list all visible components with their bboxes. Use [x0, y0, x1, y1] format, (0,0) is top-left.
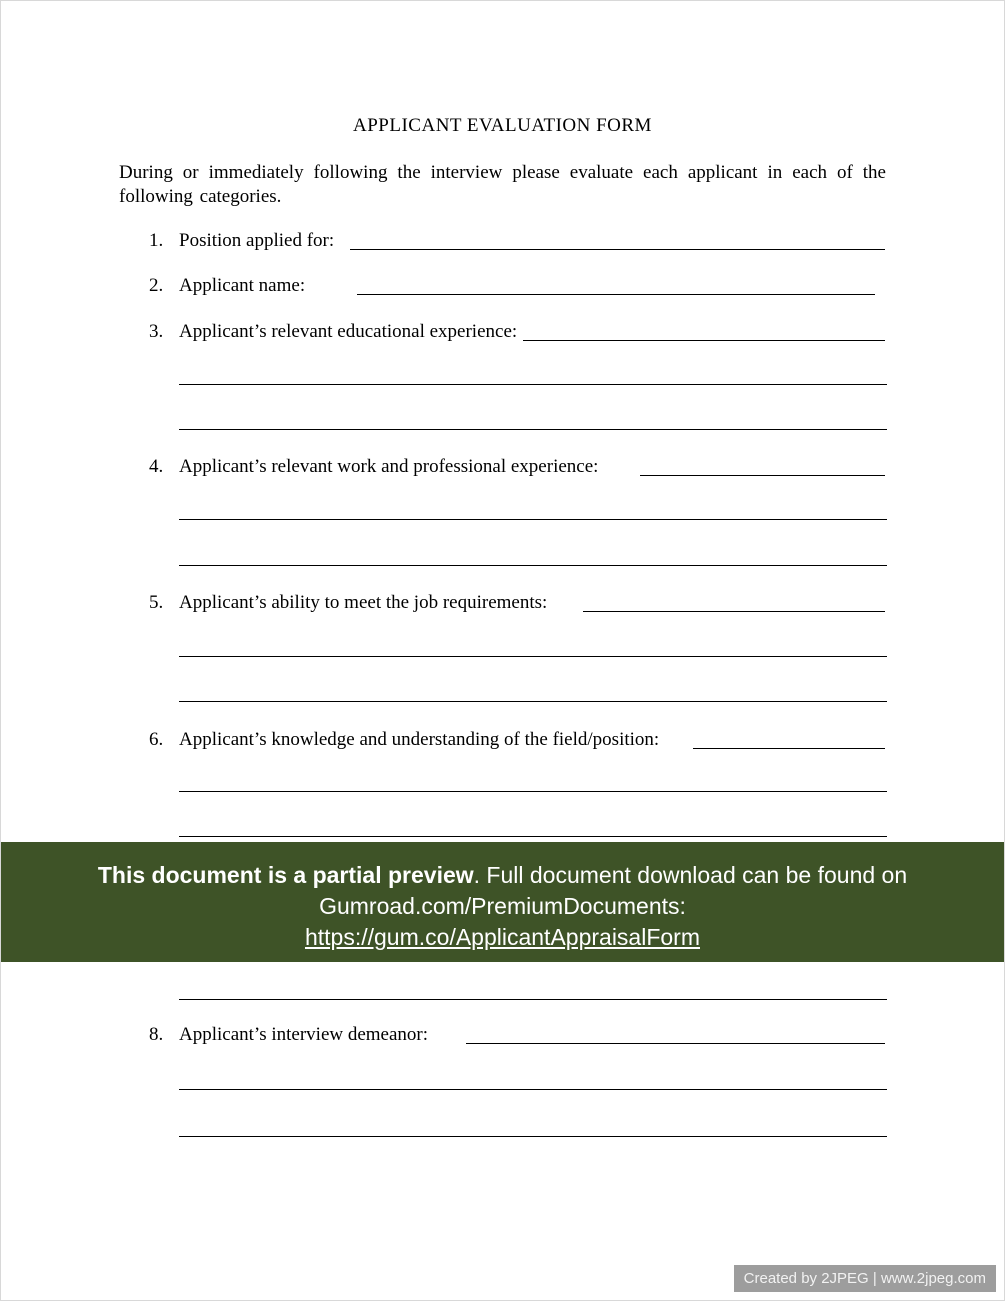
blank-line — [179, 701, 887, 702]
fill-line-educational-experience — [523, 339, 885, 341]
banner-bold-text: This document is a partial preview — [97, 862, 474, 888]
watermark-badge: Created by 2JPEG | www.2jpeg.com — [734, 1265, 996, 1292]
banner-line-2: Gumroad.com/PremiumDocuments: — [319, 893, 686, 919]
item-number: 6. — [149, 729, 164, 750]
gumroad-link[interactable]: https://gum.co/ApplicantAppraisalForm — [304, 924, 700, 950]
blank-line — [179, 1089, 887, 1090]
item-number: 1. — [149, 230, 164, 251]
intro-paragraph: During or immediately following the interview please evaluate each applicant in each of the following categories. — [119, 162, 886, 207]
blank-line — [179, 791, 887, 792]
fill-line-work-experience — [640, 474, 885, 476]
form-item-job-requirements — [149, 591, 885, 615]
fill-line-field-knowledge — [693, 747, 885, 749]
item-label: Applicant’s relevant work and professional experience: — [179, 456, 599, 477]
fill-line-applicant-name — [357, 293, 875, 295]
banner-regular-text: . Full document download can be found on — [473, 862, 908, 888]
form-item-position — [149, 229, 885, 253]
preview-banner — [1, 842, 1004, 962]
form-item-educational-experience — [149, 320, 885, 344]
blank-line — [179, 656, 887, 657]
banner-line-1 — [1, 860, 1004, 891]
blank-line — [179, 429, 887, 430]
item-number: 4. — [149, 456, 164, 477]
fill-line-position — [350, 248, 885, 250]
form-item-field-knowledge — [149, 728, 885, 752]
blank-line — [179, 519, 887, 520]
item-number: 3. — [149, 321, 164, 342]
item-label: Position applied for: — [179, 230, 335, 251]
item-label: Applicant’s interview demeanor: — [179, 1024, 429, 1045]
blank-line — [179, 999, 887, 1000]
document-title: APPLICANT EVALUATION FORM — [353, 115, 652, 136]
item-label: Applicant’s ability to meet the job requirements: — [179, 592, 548, 613]
item-number: 2. — [149, 275, 164, 296]
item-number: 5. — [149, 592, 164, 613]
fill-line-interview-demeanor — [466, 1042, 885, 1044]
fill-line-job-requirements — [583, 610, 885, 612]
blank-line — [179, 384, 887, 385]
item-label: Applicant’s knowledge and understanding of the field/position: — [179, 729, 660, 750]
blank-line — [179, 1136, 887, 1137]
blank-line — [179, 565, 887, 566]
form-item-work-experience — [149, 455, 885, 479]
banner-line-3 — [1, 922, 1004, 953]
item-number: 8. — [149, 1024, 164, 1045]
form-item-interview-demeanor — [149, 1023, 885, 1047]
form-item-applicant-name — [149, 274, 885, 298]
blank-line — [179, 836, 887, 837]
item-label: Applicant’s relevant educational experience: — [179, 321, 518, 342]
item-label: Applicant name: — [179, 275, 306, 296]
